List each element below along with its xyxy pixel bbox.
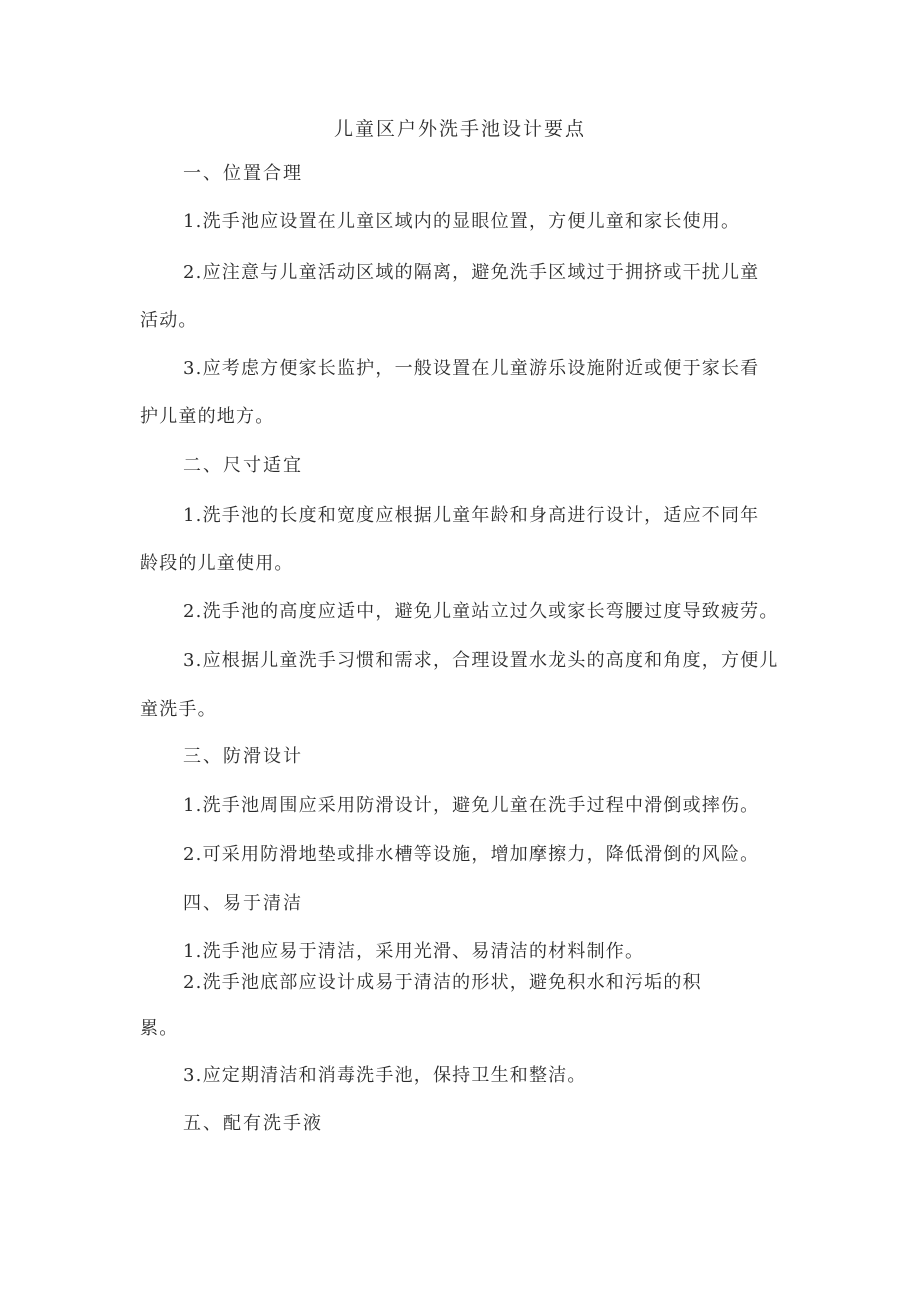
section-heading-soap: 五、配有洗手液: [183, 1113, 323, 1134]
section-heading-antislip: 三、防滑设计: [183, 746, 303, 767]
paragraph-size-2: 2.洗手池的高度应适中，避免儿童站立过久或家长弯腰过度导致疲劳。: [183, 601, 779, 622]
document-title: 儿童区户外洗手池设计要点: [333, 118, 586, 140]
paragraph-cleaning-2-cont: 累。: [140, 1018, 179, 1039]
paragraph-location-2-cont: 活动。: [140, 310, 198, 331]
paragraph-size-3: 3.应根据儿童洗手习惯和需求，合理设置水龙头的高度和角度，方便儿: [183, 650, 779, 671]
paragraph-cleaning-2: 2.洗手池底部应设计成易于清洁的形状，避免积水和污垢的积: [183, 972, 702, 993]
paragraph-location-3: 3.应考虑方便家长监护，一般设置在儿童游乐设施附近或便于家长看: [183, 358, 760, 379]
section-heading-cleaning: 四、易于清洁: [183, 893, 303, 914]
section-heading-location: 一、位置合理: [183, 163, 303, 184]
section-heading-size: 二、尺寸适宜: [183, 455, 303, 476]
paragraph-cleaning-3: 3.应定期清洁和消毒洗手池，保持卫生和整洁。: [183, 1065, 587, 1086]
paragraph-antislip-2: 2.可采用防滑地垫或排水槽等设施，增加摩擦力，降低滑倒的风险。: [183, 844, 760, 865]
paragraph-cleaning-1: 1.洗手池应易于清洁，采用光滑、易清洁的材料制作。: [183, 941, 645, 962]
paragraph-location-2: 2.应注意与儿童活动区域的隔离，避免洗手区域过于拥挤或干扰儿童: [183, 262, 760, 283]
paragraph-location-3-cont: 护儿童的地方。: [140, 406, 275, 427]
paragraph-size-3-cont: 童洗手。: [140, 699, 217, 720]
paragraph-location-1: 1.洗手池应设置在儿童区域内的显眼位置，方便儿童和家长使用。: [183, 211, 741, 232]
paragraph-antislip-1: 1.洗手池周围应采用防滑设计，避免儿童在洗手过程中滑倒或摔伤。: [183, 795, 760, 816]
paragraph-size-1: 1.洗手池的长度和宽度应根据儿童年龄和身高进行设计，适应不同年: [183, 505, 760, 526]
paragraph-size-1-cont: 龄段的儿童使用。: [140, 553, 294, 574]
